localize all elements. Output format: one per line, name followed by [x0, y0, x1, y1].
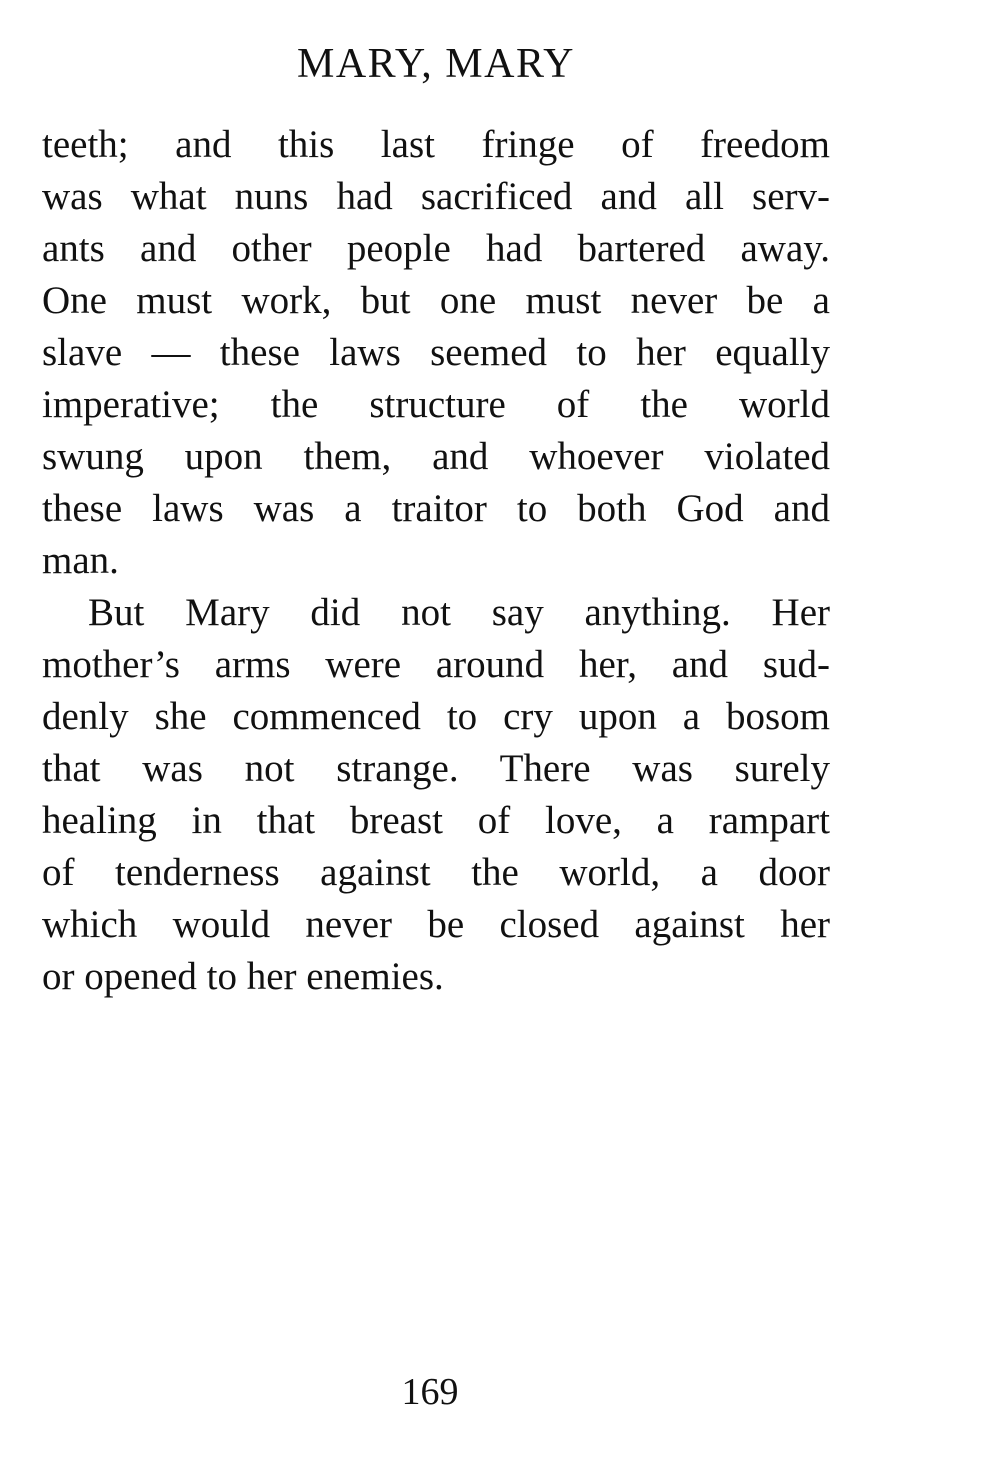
- text-line: of tenderness against the world, a door: [42, 851, 830, 894]
- text-line: ants and other people had bartered away.: [42, 227, 830, 270]
- text-line: man.: [42, 539, 119, 582]
- body-text: [42, 119, 830, 1003]
- page-number: 169: [401, 1371, 459, 1413]
- text-line: denly she commenced to cry upon a bosom: [42, 695, 830, 738]
- text-line: these laws was a traitor to both God and: [42, 487, 830, 530]
- text-line: that was not strange. There was surely: [42, 747, 830, 790]
- text-line: teeth; and this last fringe of freedom: [42, 123, 830, 166]
- text-line: or opened to her enemies.: [42, 955, 444, 998]
- text-line: healing in that breast of love, a rampart: [42, 799, 830, 842]
- text-line: slave — these laws seemed to her equally: [42, 331, 830, 374]
- paragraph-2: [42, 587, 830, 1003]
- text-line: was what nuns had sacrificed and all serv-: [42, 175, 830, 218]
- text-line: But Mary did not say anything. Her: [88, 591, 830, 634]
- text-line: which would never be closed against her: [42, 903, 830, 946]
- text-line: imperative; the structure of the world: [42, 383, 830, 426]
- running-head-title: MARY, MARY: [297, 41, 575, 87]
- text-line: mother’s arms were around her, and sud-: [42, 643, 830, 686]
- paragraph-1: [42, 119, 830, 587]
- text-line: swung upon them, and whoever violated: [42, 435, 830, 478]
- text-line: One must work, but one must never be a: [42, 279, 830, 322]
